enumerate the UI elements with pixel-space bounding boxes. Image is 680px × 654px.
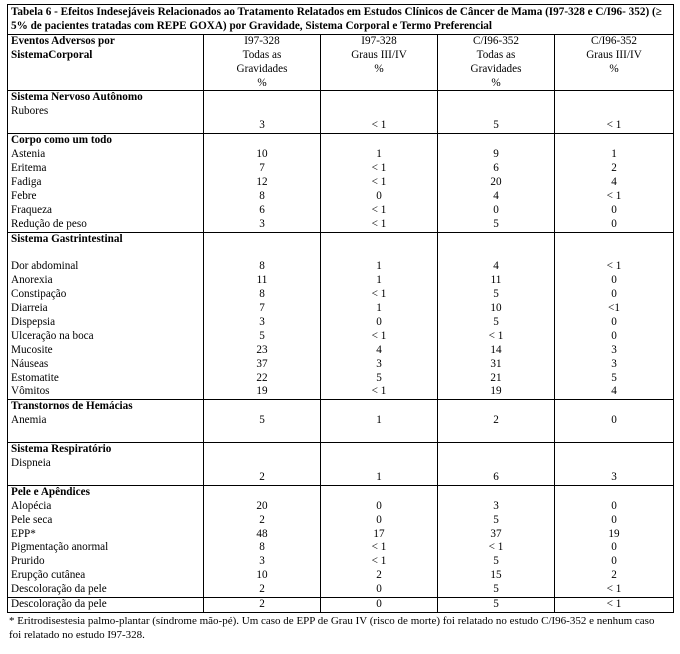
cell-value: 6 (204, 204, 321, 218)
table-row (8, 148, 674, 162)
row-label: Descoloração da pele (8, 598, 204, 613)
table-row (8, 428, 674, 442)
cell-value (438, 428, 555, 442)
table-row (8, 528, 674, 542)
row-label: Constipação (8, 288, 204, 302)
cell-value: 4 (555, 385, 674, 399)
table-row (8, 344, 674, 358)
cell-value: 3 (555, 471, 674, 485)
table-last-row (8, 598, 674, 613)
row-label (8, 471, 204, 485)
cell-value: 0 (555, 274, 674, 288)
cell-value: 37 (204, 358, 321, 372)
cell-value: 1 (321, 274, 438, 288)
section-header-row (8, 485, 674, 499)
cell-value: 1 (321, 414, 438, 428)
section-title: Sistema Nervoso Autônomo (8, 91, 204, 105)
cell-value: 5 (438, 218, 555, 232)
cell-value: 4 (555, 176, 674, 190)
cell-value: 10 (204, 569, 321, 583)
cell-value: 5 (438, 555, 555, 569)
section-title: Transtornos de Hemácias (8, 400, 204, 414)
cell-value (555, 105, 674, 119)
cell-value: 3 (204, 119, 321, 133)
cell-value: 2 (321, 569, 438, 583)
row-label: Prurido (8, 555, 204, 569)
row-label: Pigmentação anormal (8, 541, 204, 555)
cell-value: 20 (438, 176, 555, 190)
section-header-row (8, 232, 674, 246)
cell-value: 21 (438, 372, 555, 386)
table-row (8, 569, 674, 583)
row-label: Náuseas (8, 358, 204, 372)
table-row (8, 471, 674, 485)
cell-value: 1 (321, 260, 438, 274)
cell-value: 8 (204, 288, 321, 302)
cell-value: 20 (204, 500, 321, 514)
cell-value: 7 (204, 162, 321, 176)
cell-value: 2 (555, 162, 674, 176)
cell-value: 5 (438, 514, 555, 528)
cell-value: 5 (438, 316, 555, 330)
cell-value: 1 (321, 148, 438, 162)
cell-value: 0 (555, 514, 674, 528)
cell-value (321, 246, 438, 260)
cell-value: 19 (438, 385, 555, 399)
cell-value: < 1 (321, 288, 438, 302)
cell-value (555, 428, 674, 442)
section-title: Corpo como um todo (8, 134, 204, 148)
row-label: Alopécia (8, 500, 204, 514)
cell-value: 6 (438, 471, 555, 485)
table-row (8, 105, 674, 119)
cell-value: < 1 (555, 119, 674, 133)
cell-value: 2 (204, 583, 321, 597)
table-row (8, 372, 674, 386)
row-label: Erupção cutânea (8, 569, 204, 583)
cell-value: 2 (204, 514, 321, 528)
cell-value: 1 (555, 148, 674, 162)
cell-value: 7 (204, 302, 321, 316)
row-label: Rubores (8, 105, 204, 119)
cell-value: 10 (438, 302, 555, 316)
cell-value: 4 (438, 190, 555, 204)
table-row (8, 119, 674, 133)
row-label: Ulceração na boca (8, 330, 204, 344)
cell-value: 5 (204, 414, 321, 428)
row-label: Vômitos (8, 385, 204, 399)
row-label: Fraqueza (8, 204, 204, 218)
cell-value: 0 (321, 583, 438, 597)
cell-value: 0 (321, 316, 438, 330)
cell-value: 14 (438, 344, 555, 358)
cell-value: < 1 (321, 385, 438, 399)
cell-value: 4 (438, 260, 555, 274)
cell-value: 5 (438, 288, 555, 302)
table-row (8, 218, 674, 232)
cell-value: 3 (438, 500, 555, 514)
row-label: Estomatite (8, 372, 204, 386)
cell-value: 9 (438, 148, 555, 162)
cell-value (438, 105, 555, 119)
cell-value: 8 (204, 260, 321, 274)
cell-value (204, 457, 321, 471)
cell-value: < 1 (555, 260, 674, 274)
cell-value: 23 (204, 344, 321, 358)
header-col-3: C/I96-352 Todas as Gravidades % (438, 34, 555, 91)
cell-value: 0 (438, 204, 555, 218)
cell-value: 1 (321, 471, 438, 485)
cell-value: 3 (204, 555, 321, 569)
cell-value (438, 457, 555, 471)
cell-value: 3 (321, 358, 438, 372)
cell-value (204, 105, 321, 119)
cell-value: < 1 (555, 598, 674, 613)
cell-value (204, 428, 321, 442)
cell-value: 0 (321, 500, 438, 514)
table-row (8, 414, 674, 428)
cell-value: < 1 (555, 190, 674, 204)
section-header-row (8, 134, 674, 148)
table-row (8, 316, 674, 330)
cell-value (321, 428, 438, 442)
cell-value: < 1 (438, 330, 555, 344)
row-label: Febre (8, 190, 204, 204)
cell-value: < 1 (321, 541, 438, 555)
cell-value: 2 (204, 471, 321, 485)
row-label: Dispepsia (8, 316, 204, 330)
table-row (8, 583, 674, 597)
cell-value (555, 246, 674, 260)
cell-value: 5 (204, 330, 321, 344)
cell-value: 12 (204, 176, 321, 190)
table-header-row (8, 34, 674, 91)
table-row (8, 358, 674, 372)
header-event-column: Eventos Adversos por SistemaCorporal (8, 34, 204, 91)
cell-value: 37 (438, 528, 555, 542)
cell-value: < 1 (321, 119, 438, 133)
row-label: Anemia (8, 414, 204, 428)
table-row (8, 555, 674, 569)
cell-value: < 1 (321, 330, 438, 344)
table-row (8, 246, 674, 260)
cell-value: 0 (555, 218, 674, 232)
header-col-2: I97-328 Graus III/IV % (321, 34, 438, 91)
cell-value: 2 (438, 414, 555, 428)
table-row (8, 204, 674, 218)
row-label: EPP* (8, 528, 204, 542)
table-row (8, 457, 674, 471)
cell-value: 0 (555, 414, 674, 428)
cell-value: 0 (555, 555, 674, 569)
section-title: Sistema Respiratório (8, 443, 204, 457)
cell-value (438, 246, 555, 260)
cell-value: 8 (204, 190, 321, 204)
row-label (8, 428, 204, 442)
table-row (8, 260, 674, 274)
row-label: Dor abdominal (8, 260, 204, 274)
table-footnote: * Eritrodisestesia palmo-plantar (síndrome mão-pé). Um caso de EPP de Grau IV (risco de morte) foi relatado no estudo C/I96-352 e nenhum caso foi relatado no estudo I97-328. (9, 614, 655, 641)
section-title: Sistema Gastrintestinal (8, 232, 204, 246)
cell-value: 48 (204, 528, 321, 542)
cell-value: 8 (204, 541, 321, 555)
table-row (8, 302, 674, 316)
table-row (8, 330, 674, 344)
row-label (8, 119, 204, 133)
cell-value: 17 (321, 528, 438, 542)
row-label: Dispneia (8, 457, 204, 471)
document-page (7, 4, 673, 642)
section-header-row (8, 400, 674, 414)
cell-value: 1 (321, 302, 438, 316)
cell-value: 11 (204, 274, 321, 288)
section-title: Pele e Apêndices (8, 485, 204, 499)
row-label: Fadiga (8, 176, 204, 190)
cell-value: 0 (555, 500, 674, 514)
cell-value: 4 (321, 344, 438, 358)
section-header-row (8, 443, 674, 457)
cell-value: < 1 (321, 176, 438, 190)
row-label: Descoloração da pele (8, 583, 204, 597)
cell-value: 0 (321, 514, 438, 528)
cell-value: 2 (204, 598, 321, 613)
cell-value: 31 (438, 358, 555, 372)
cell-value: 5 (555, 372, 674, 386)
cell-value: < 1 (321, 162, 438, 176)
cell-value: < 1 (321, 204, 438, 218)
table-row (8, 274, 674, 288)
cell-value: 0 (555, 288, 674, 302)
table-title: Tabela 6 - Efeitos Indesejáveis Relacionados ao Tratamento Relatados em Estudos Clínicos de Câncer de Mama (I97-328 e C/I96- 352) (≥ 5% de pacientes tratadas com REPE GOXA) por Gravidade, Sistema Corporal e Termo Preferencial (8, 5, 674, 35)
cell-value: < 1 (321, 218, 438, 232)
cell-value (555, 457, 674, 471)
table-row (8, 514, 674, 528)
cell-value: 0 (555, 316, 674, 330)
header-col-1: I97-328 Todas as Gravidades % (204, 34, 321, 91)
cell-value: < 1 (321, 555, 438, 569)
cell-value: < 1 (438, 541, 555, 555)
cell-value: 2 (555, 569, 674, 583)
row-label: Redução de peso (8, 218, 204, 232)
row-label (8, 246, 204, 260)
table-row (8, 176, 674, 190)
row-label: Pele seca (8, 514, 204, 528)
row-label: Eritema (8, 162, 204, 176)
cell-value: 22 (204, 372, 321, 386)
cell-value: 11 (438, 274, 555, 288)
cell-value: 3 (204, 218, 321, 232)
cell-value (204, 246, 321, 260)
cell-value: 0 (321, 190, 438, 204)
table-row (8, 288, 674, 302)
cell-value: 0 (321, 598, 438, 613)
cell-value: <1 (555, 302, 674, 316)
cell-value: 6 (438, 162, 555, 176)
cell-value (321, 457, 438, 471)
cell-value: 5 (321, 372, 438, 386)
table-row (8, 385, 674, 399)
row-label: Diarreia (8, 302, 204, 316)
table-row (8, 162, 674, 176)
cell-value: 5 (438, 598, 555, 613)
row-label: Mucosite (8, 344, 204, 358)
cell-value: 0 (555, 204, 674, 218)
cell-value: 15 (438, 569, 555, 583)
cell-value: 19 (204, 385, 321, 399)
table-row (8, 190, 674, 204)
row-label: Astenia (8, 148, 204, 162)
cell-value: 5 (438, 119, 555, 133)
cell-value: 19 (555, 528, 674, 542)
table-row (8, 500, 674, 514)
cell-value: 3 (555, 358, 674, 372)
cell-value: < 1 (555, 583, 674, 597)
section-header-row (8, 91, 674, 105)
cell-value: 3 (204, 316, 321, 330)
cell-value: 10 (204, 148, 321, 162)
cell-value: 0 (555, 541, 674, 555)
adverse-events-table (7, 4, 674, 613)
cell-value (321, 105, 438, 119)
row-label: Anorexia (8, 274, 204, 288)
header-col-4: C/I96-352 Graus III/IV % (555, 34, 674, 91)
table-row (8, 541, 674, 555)
cell-value: 5 (438, 583, 555, 597)
cell-value: 0 (555, 330, 674, 344)
cell-value: 3 (555, 344, 674, 358)
